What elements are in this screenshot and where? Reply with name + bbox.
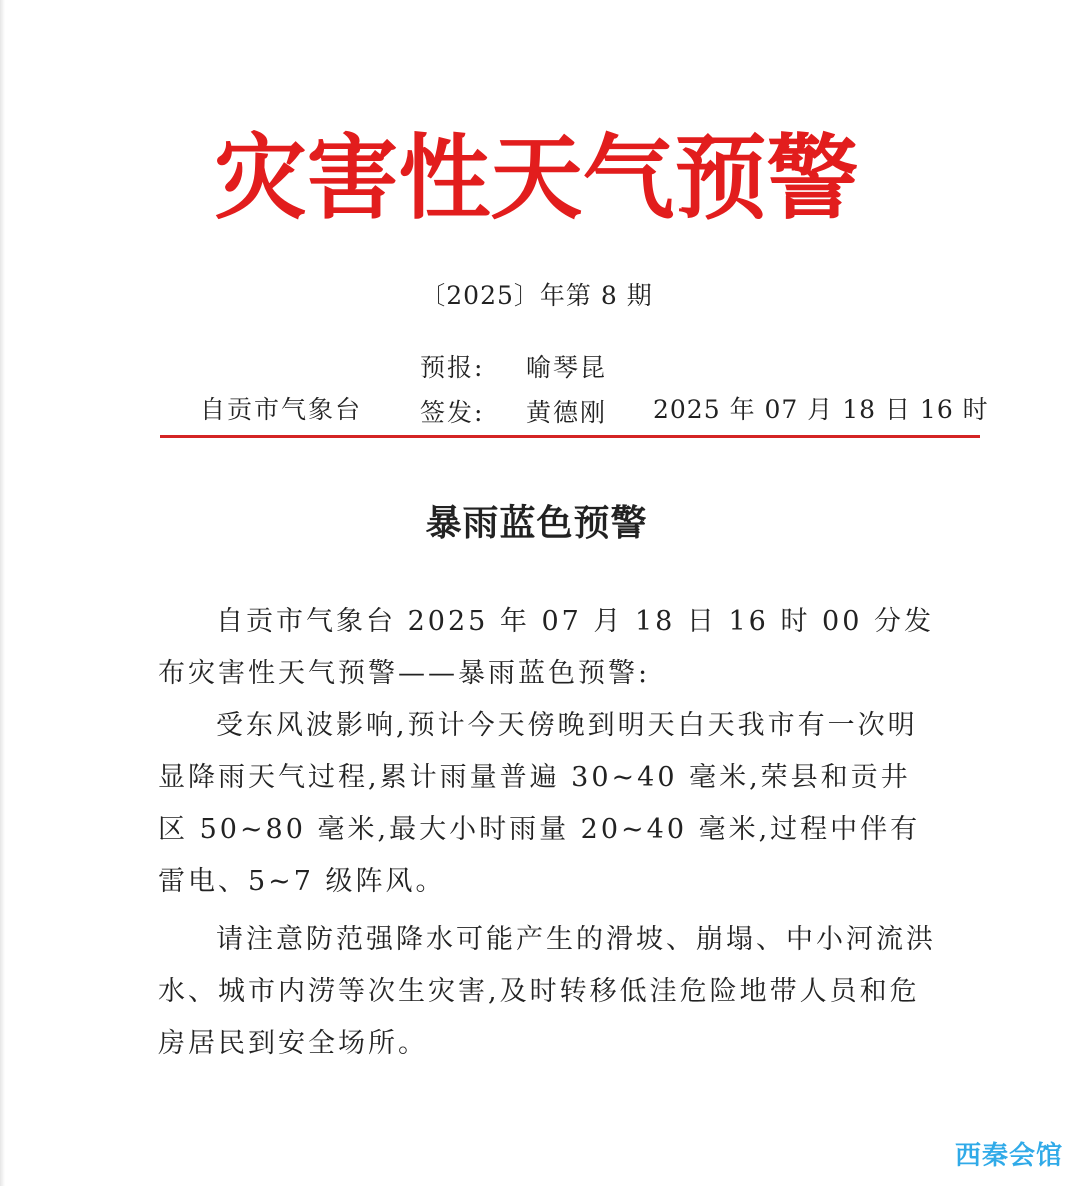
alert-paragraph: 自贡市气象台 2025 年 07 月 18 日 16 时 00 分发布灾害性天气预警——暴雨蓝色预警: xyxy=(158,606,934,689)
issue-number: 〔2025〕年第 8 期 xyxy=(420,281,653,310)
alert-paragraph: 受东风波影响,预计今天傍晚到明天白天我市有一次明显降雨天气过程,累计雨量普遍 30~40 毫米,荣县和贡井区 50~80 毫米,最大小时雨量 20~40 毫米,过程中伴有雷电、5~7 级阵风。 xyxy=(158,710,921,897)
issue-datetime: 2025 年 07 月 18 日 16 时 xyxy=(653,395,989,424)
organization-name: 自贡市气象台 xyxy=(200,395,363,424)
forecaster-name: 喻琴昆 xyxy=(526,353,608,382)
issuer-label: 签发: xyxy=(420,398,485,427)
alert-heading: 暴雨蓝色预警 xyxy=(425,502,648,544)
watermark-logo: 西秦会馆 xyxy=(954,1141,1063,1171)
alert-body xyxy=(158,596,938,1070)
alert-paragraph: 请注意防范强降水可能产生的滑坡、崩塌、中小河流洪水、城市内涝等次生灾害,及时转移低洼危险地带人员和危房居民到安全场所。 xyxy=(158,924,936,1059)
document-title: 灾害性天气预警 xyxy=(214,124,859,232)
forecast-label: 预报: xyxy=(420,353,485,382)
red-divider xyxy=(160,435,980,438)
issuer-name: 黄德刚 xyxy=(526,398,608,427)
